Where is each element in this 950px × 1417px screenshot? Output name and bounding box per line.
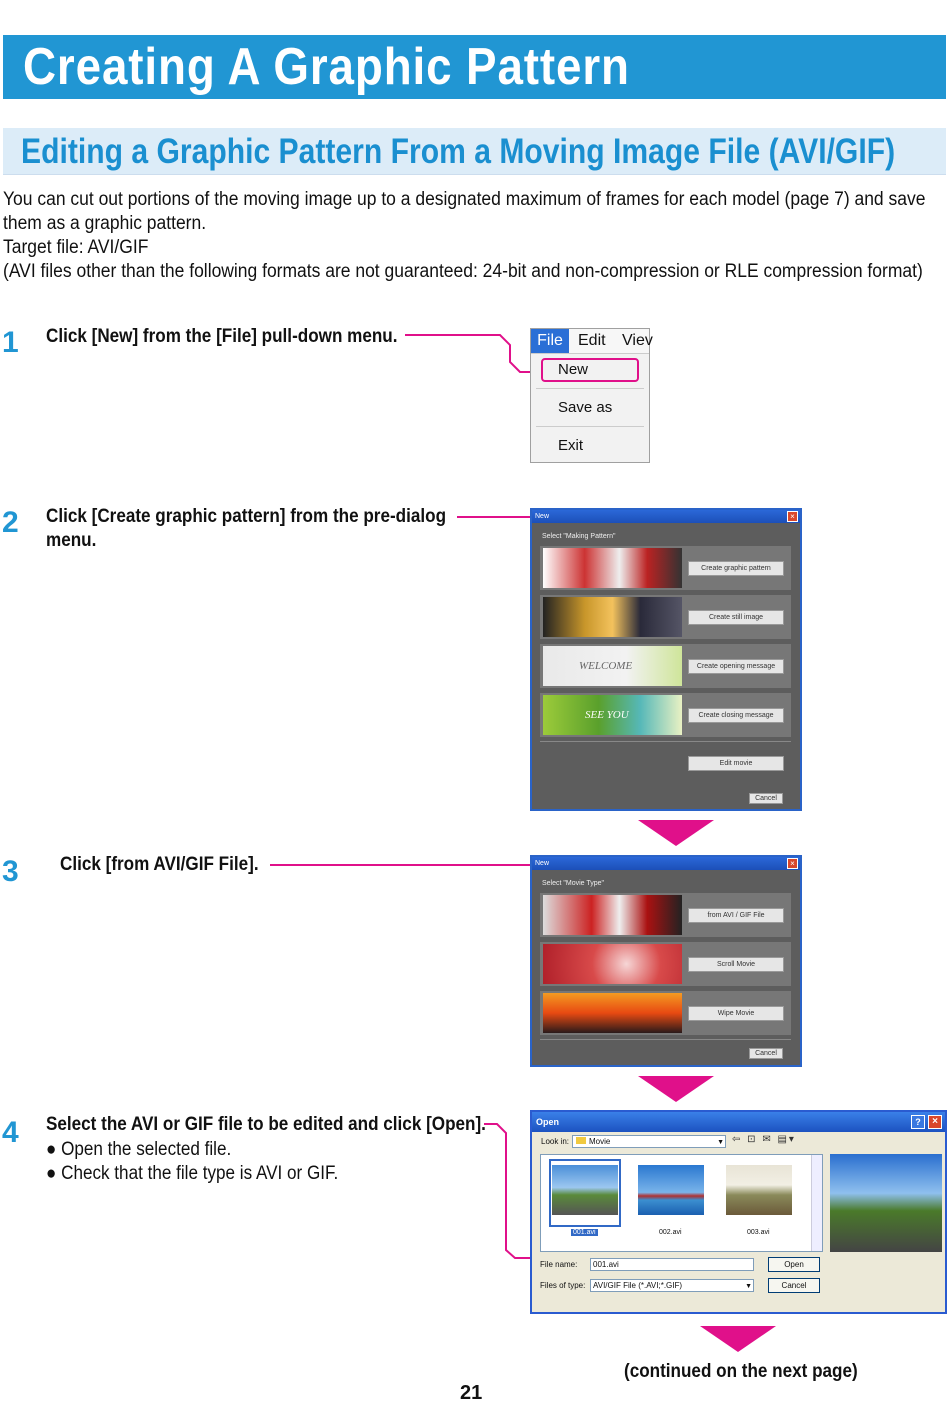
dialog-title: Open ? × [532,1112,945,1132]
arrow-down-icon [638,820,714,846]
welcome-thumbnail: WELCOME [543,646,682,686]
bullet-item: ● Check that the file type is AVI or GIF. [46,1163,339,1184]
new-dialog-movie-type [530,855,802,1067]
dialog-title: New × [532,857,800,870]
toolbar-icons[interactable]: ⇦ ⊡ ✉ ▤▾ [732,1134,796,1145]
step-text: Click [Create graphic pattern] from the pre-dialog [46,506,447,527]
close-icon[interactable]: × [787,858,798,869]
section-title: Editing a Graphic Pattern From a Moving Image File (AVI/GIF) [21,132,896,171]
chevron-down-icon: ▼ [745,1283,752,1290]
step-number: 3 [2,855,19,888]
step-text: Click [New] from the [File] pull-down menu. [46,326,398,347]
create-graphic-pattern-button[interactable]: Create graphic pattern [688,561,784,576]
create-closing-message-button[interactable]: Create closing message [688,708,784,723]
scrollbar[interactable] [811,1155,822,1251]
open-dialog [530,1110,947,1314]
continued-note: (continued on the next page) [624,1361,858,1382]
intro-line: You can cut out portions of the moving image up to a designated maximum of frames for each model (page 7) and save [3,189,926,210]
cancel-button[interactable]: Cancel [749,1048,783,1059]
cancel-button[interactable]: Cancel [768,1278,820,1293]
folder-icon [576,1137,586,1144]
menu-item-save-as[interactable]: Save as [558,399,613,416]
file-thumbnail [638,1165,704,1215]
file-thumbnail [552,1165,618,1215]
close-icon[interactable]: × [928,1115,942,1129]
file-thumbnail [726,1165,792,1215]
preview-image [830,1154,942,1252]
menu-view[interactable]: Viev [622,332,653,349]
create-opening-message-button[interactable]: Create opening message [688,659,784,674]
create-still-image-button[interactable]: Create still image [688,610,784,625]
arrow-down-icon [638,1076,714,1102]
step-number: 1 [2,326,19,359]
intro-line: Target file: AVI/GIF [3,237,149,258]
sunset-thumbnail [543,993,682,1033]
page-title: Creating A Graphic Pattern [23,38,630,96]
menu-file[interactable]: File [531,329,569,353]
menu-item-exit[interactable]: Exit [558,437,584,454]
step-text: menu. [46,530,97,551]
file-name-selected[interactable]: 001.avi [573,1229,596,1236]
dialog-label: Select "Movie Type" [542,880,605,887]
menu-edit[interactable]: Edit [578,332,606,349]
help-icon[interactable]: ? [911,1115,925,1129]
chevron-down-icon: ▼ [717,1139,724,1146]
step-number: 2 [2,506,19,539]
file-list[interactable] [540,1154,823,1252]
wipe-movie-button[interactable]: Wipe Movie [688,1006,784,1021]
car-thumbnail [543,895,682,935]
open-button[interactable]: Open [768,1257,820,1272]
guitar-thumbnail [543,597,682,637]
step-text: Select the AVI or GIF file to be edited and click [Open]. [46,1114,486,1135]
file-name[interactable]: 003.avi [747,1229,770,1236]
file-name[interactable]: 002.avi [659,1229,682,1236]
cancel-button[interactable]: Cancel [749,793,783,804]
menu-item-new[interactable]: New [558,361,589,378]
look-in-label: Look in: [541,1137,570,1146]
arrow-down-icon [700,1326,776,1352]
from-avi-gif-file-button[interactable]: from AVI / GIF File [688,908,784,923]
step-text: Click [from AVI/GIF File]. [60,854,259,875]
edit-movie-button[interactable]: Edit movie [688,756,784,771]
dialog-title: New × [532,510,800,523]
scroll-movie-button[interactable]: Scroll Movie [688,957,784,972]
flower-thumbnail [543,944,682,984]
file-name-label: File name: [540,1260,578,1269]
new-dialog-making-pattern [530,508,802,811]
file-type-label: Files of type: [540,1281,586,1290]
bullet-item: ● Open the selected file. [46,1139,232,1160]
race-car-thumbnail [543,548,682,588]
page-number: 21 [460,1382,483,1404]
dialog-label: Select "Making Pattern" [542,533,616,540]
file-type-select[interactable]: AVI/GIF File (*.AVI;*.GIF) ▼ [590,1279,754,1292]
file-menu-screenshot [530,328,653,463]
intro-line: (AVI files other than the following formats are not guaranteed: 24-bit and non-compression or RLE compression format) [3,261,923,282]
file-name-input[interactable]: 001.avi [590,1258,754,1271]
step-number: 4 [2,1116,19,1149]
look-in-select[interactable]: Movie ▼ [572,1135,726,1148]
intro-line: them as a graphic pattern. [3,213,207,234]
close-icon[interactable]: × [787,511,798,522]
see-you-thumbnail: SEE YOU [543,695,682,735]
